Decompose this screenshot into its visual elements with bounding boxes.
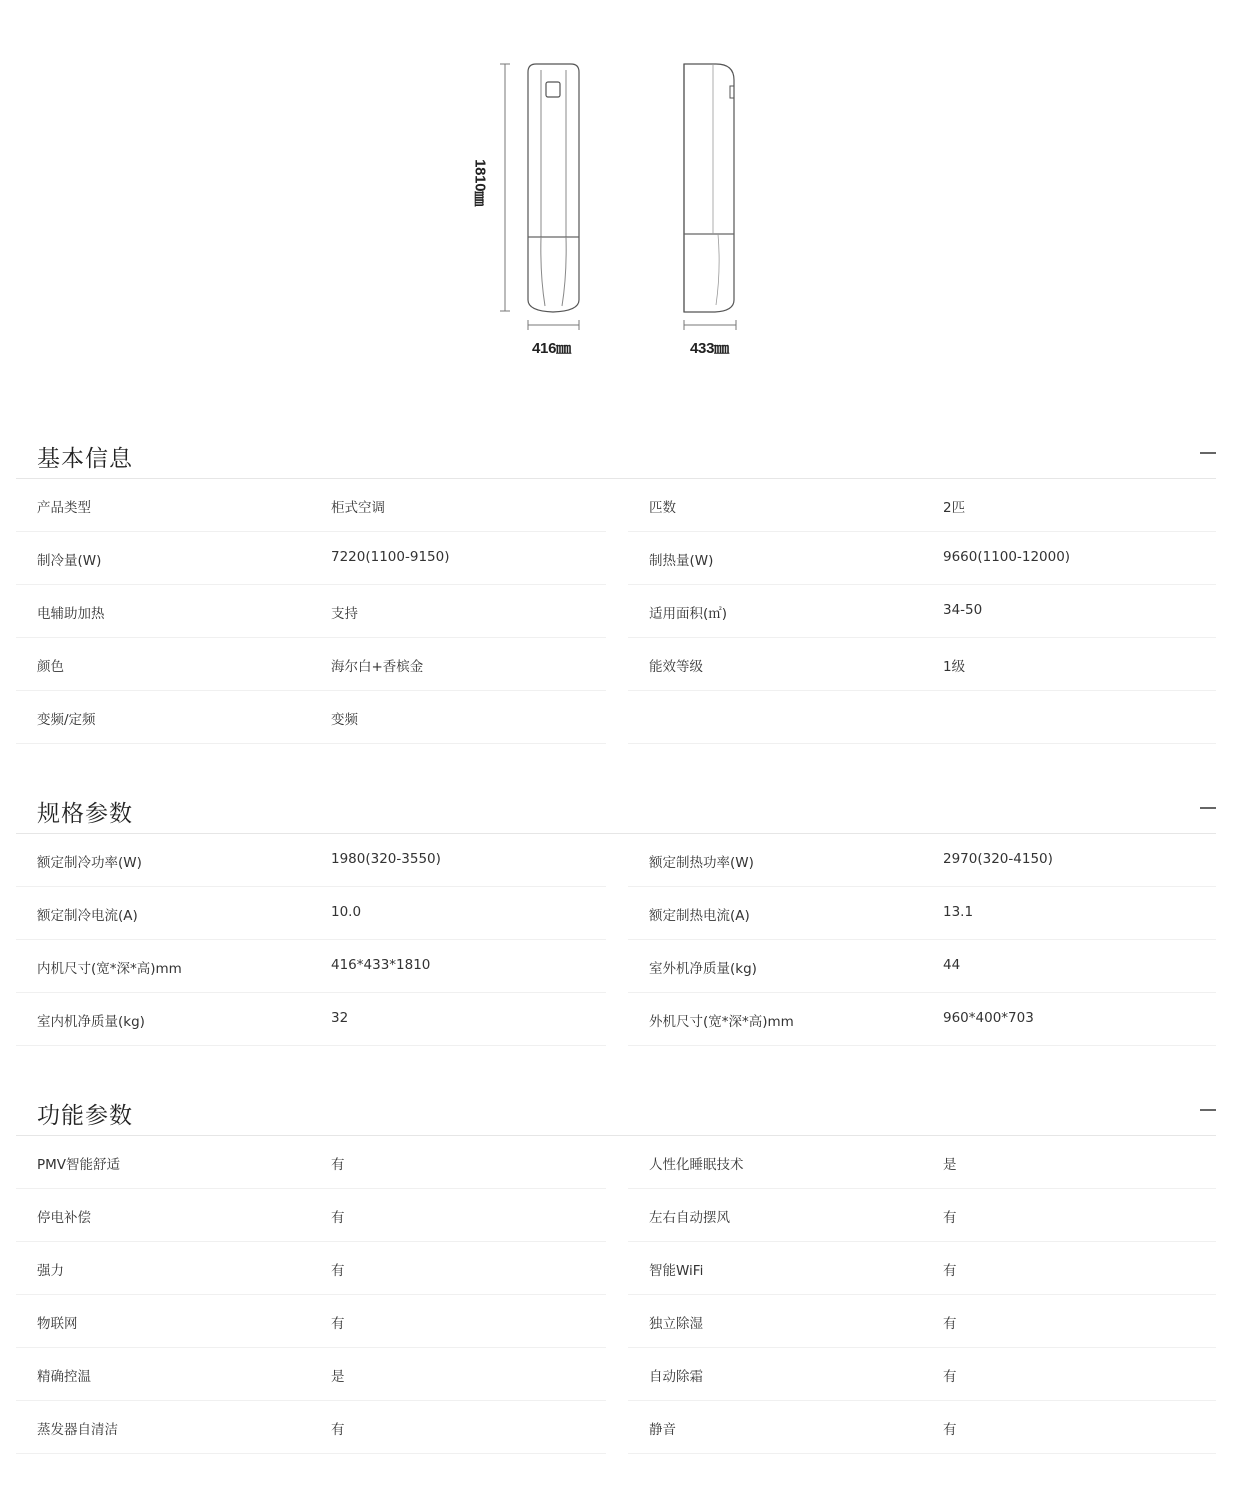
spec-value: 柜式空调 [331, 500, 385, 516]
spec-key: 变频/定频 [37, 712, 96, 728]
spec-key: 额定制热电流(A) [649, 908, 750, 924]
spec-key: 额定制热功率(W) [649, 855, 754, 871]
spec-key: 匹数 [649, 500, 676, 516]
section-title: 功能参数 [37, 1103, 133, 1129]
table-row [16, 940, 1216, 993]
spec-value: 2匹 [943, 500, 966, 516]
table-row [16, 638, 1216, 691]
ac-unit-drawing [0, 0, 1235, 400]
spec-value: 有 [331, 1316, 345, 1332]
spec-key: 颜色 [37, 659, 64, 675]
spec-key: 额定制冷电流(A) [37, 908, 138, 924]
section-title: 规格参数 [37, 801, 133, 827]
spec-key: 制冷量(W) [37, 553, 102, 569]
section-features [16, 1089, 1216, 1454]
section-header[interactable] [16, 1089, 1216, 1136]
side-width-dimension-label: 433㎜ [690, 340, 729, 357]
spec-key: 室内机净质量(kg) [37, 1014, 145, 1030]
spec-value: 32 [331, 1010, 349, 1026]
spec-key: 电辅助加热 [37, 606, 105, 622]
spec-key: 左右自动摆风 [649, 1210, 730, 1226]
spec-value: 7220(1100-9150) [331, 549, 450, 565]
table-row [16, 532, 1216, 585]
spec-value: 44 [943, 957, 961, 973]
collapse-icon[interactable] [1200, 1109, 1216, 1111]
spec-value: 支持 [331, 606, 358, 622]
table-row [16, 1136, 1216, 1189]
spec-value: 变频 [331, 712, 358, 728]
table-row [16, 1242, 1216, 1295]
height-dimension-label: 1810㎜ [471, 159, 489, 206]
table-row [16, 479, 1216, 532]
spec-value: 有 [331, 1263, 345, 1279]
collapse-icon[interactable] [1200, 452, 1216, 454]
section-specs [16, 787, 1216, 1046]
spec-table [16, 834, 1216, 1046]
spec-key: 室外机净质量(kg) [649, 961, 757, 977]
spec-value: 2970(320-4150) [943, 851, 1053, 867]
table-row [16, 993, 1216, 1046]
spec-table [16, 479, 1216, 744]
spec-key: 停电补偿 [37, 1210, 91, 1226]
spec-value: 1级 [943, 659, 966, 675]
spec-value: 960*400*703 [943, 1010, 1034, 1026]
spec-key: 内机尺寸(宽*深*高)mm [37, 961, 182, 977]
spec-value: 有 [943, 1210, 957, 1226]
spec-key: 精确控温 [37, 1369, 91, 1385]
spec-value: 是 [943, 1157, 957, 1173]
spec-key: 静音 [649, 1422, 676, 1438]
spec-value: 10.0 [331, 904, 362, 920]
section-header[interactable] [16, 787, 1216, 834]
spec-value: 有 [331, 1422, 345, 1438]
spec-value: 有 [943, 1316, 957, 1332]
spec-key: 自动除霜 [649, 1369, 703, 1385]
spec-value: 416*433*1810 [331, 957, 431, 973]
table-row [16, 691, 1216, 744]
spec-key: 适用面积(㎡) [649, 606, 728, 622]
spec-value: 34-50 [943, 602, 983, 618]
section-title: 基本信息 [37, 446, 133, 472]
spec-key: 人性化睡眠技术 [649, 1157, 744, 1173]
spec-value: 1980(320-3550) [331, 851, 441, 867]
front-width-dimension-label: 416㎜ [532, 340, 571, 357]
spec-key: 额定制冷功率(W) [37, 855, 142, 871]
spec-key: 物联网 [37, 1316, 78, 1332]
spec-value: 是 [331, 1369, 345, 1385]
product-dimension-diagram [0, 0, 1235, 400]
table-row [16, 1401, 1216, 1454]
spec-key: 蒸发器自清洁 [37, 1422, 118, 1438]
spec-key: 独立除湿 [649, 1316, 703, 1332]
section-basic-info [16, 432, 1216, 744]
spec-key: 外机尺寸(宽*深*高)mm [649, 1014, 794, 1030]
spec-value: 有 [943, 1263, 957, 1279]
spec-key: 强力 [37, 1263, 64, 1279]
table-row [16, 1189, 1216, 1242]
spec-key: 智能WiFi [649, 1263, 704, 1279]
spec-value: 有 [943, 1369, 957, 1385]
spec-table [16, 1136, 1216, 1454]
spec-key: 制热量(W) [649, 553, 714, 569]
spec-value: 9660(1100-12000) [943, 549, 1071, 565]
spec-key: 能效等级 [649, 659, 703, 675]
table-row [16, 585, 1216, 638]
spec-value: 13.1 [943, 904, 974, 920]
spec-value: 海尔白+香槟金 [331, 659, 424, 675]
section-header[interactable] [16, 432, 1216, 479]
collapse-icon[interactable] [1200, 807, 1216, 809]
spec-key: 产品类型 [37, 500, 91, 516]
table-row [16, 1348, 1216, 1401]
spec-value: 有 [331, 1210, 345, 1226]
table-row [16, 1295, 1216, 1348]
spec-key: PMV智能舒适 [37, 1157, 121, 1173]
spec-value: 有 [943, 1422, 957, 1438]
spec-value: 有 [331, 1157, 345, 1173]
table-row [16, 834, 1216, 887]
table-row [16, 887, 1216, 940]
